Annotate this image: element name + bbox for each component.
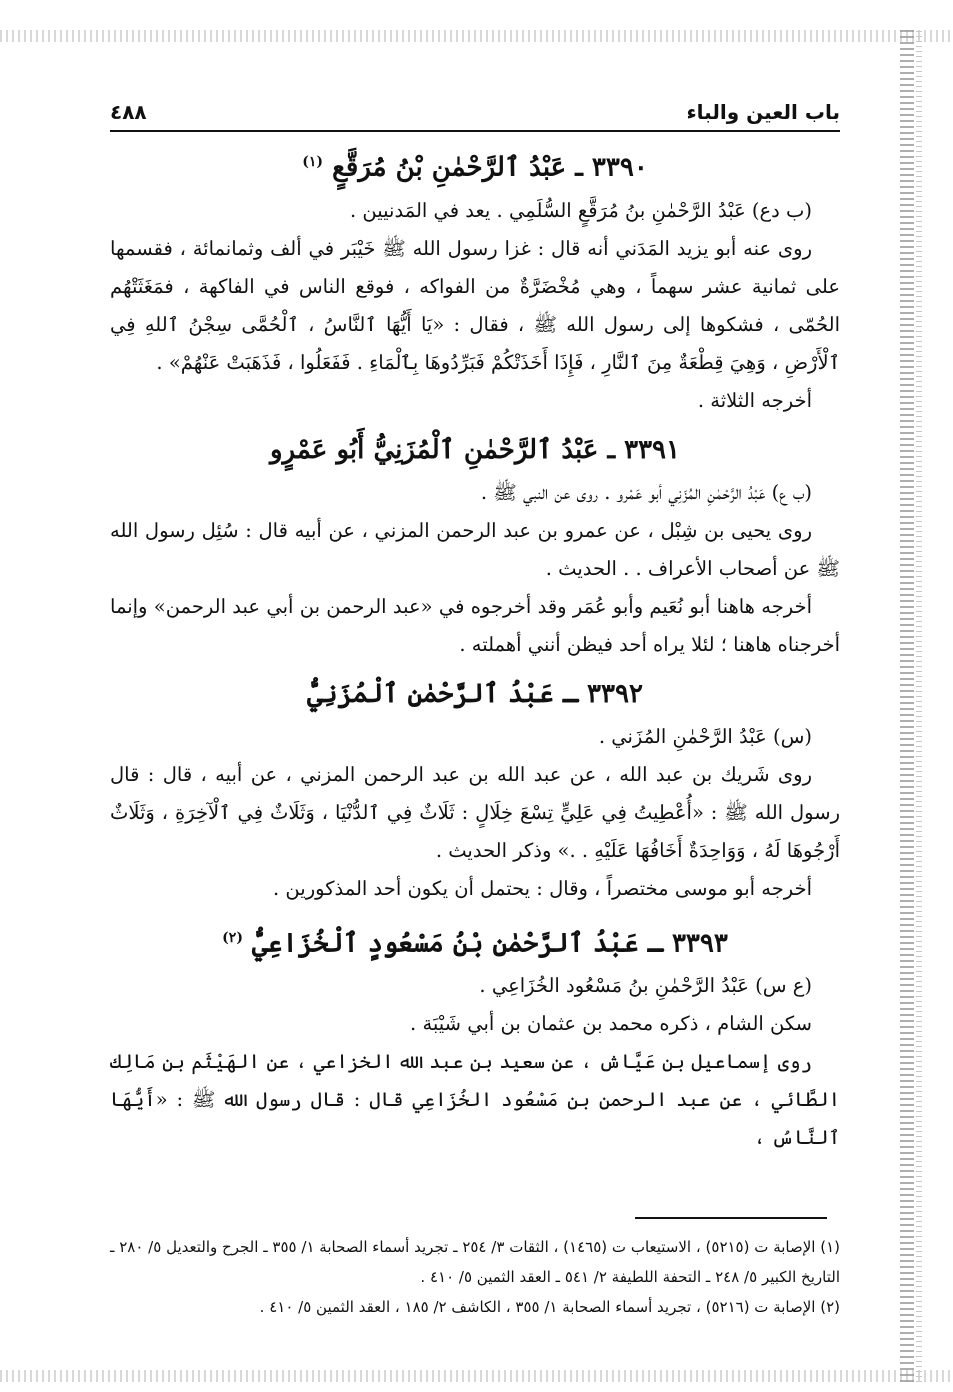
entry-3391 — [110, 426, 840, 664]
entry-paragraph: روى عنه أبو يزيد المَدَني أنه قال : غزا رسول الله ﷺ خَيْبَر في ألف وثمانمائة ، فقسمها على ثمانية عشر سهماً ، وهي مُخْضَرَّةٌ من الفواكه ، فوقع الناس في الفاكهة ، فمَغَثَتْهُم الحُمّى ، فشكوها إلى رسول الله ﷺ ، فقال : «يَا أَيُّهَا ٱلنَّاسُ ، ٱلْحُمَّى سِجْنُ ٱللهِ فِي ٱلْأَرْضِ ، وَهِيَ قِطْعَةٌ مِنَ ٱلنَّارِ ، فَإِذَا أَخَذَتْكُمْ فَبَرِّدُوهَا بِٱلْمَاءِ . فَفَعَلُوا ، فَذَهَبَتْ عَنْهُمْ» . — [110, 236, 840, 374]
footnote-item: (١) الإصابة ت (٥٢١٥) ، الاستيعاب ت (١٤٦٥) ، الثقات ٣/ ٢٥٤ ـ تجريد أسماء الصحابة ١/ ٣٥٥ ـ الجرح والتعديل ٥/ ٢٨٠ ـ التاريخ الكبير ٥/ ٢٤٨ ـ التحفة اللطيفة ٢/ ٥٤١ ـ العقد الثمين ٥/ ٤١٠ . — [110, 1238, 841, 1286]
entry-paragraph: (ع س) عَبْدُ الرَّحْمٰنِ بنُ مَسْعُود الخُزَاعِي . — [479, 974, 812, 998]
footnote-separator — [635, 1217, 827, 1219]
entry-paragraph: سكن الشام ، ذكره محمد بن عثمان بن أبي شَيْبَة . — [410, 1012, 812, 1036]
page-border-right — [900, 30, 914, 1382]
entry-paragraph: روى شَريك بن عبد الله ، عن عبد الله بن عبد الرحمن المزني ، عن أبيه ، قال : قال رسول الله ﷺ : «أُعْطِيتُ فِي عَلِيٍّ تِسْعَ خِلَالٍ : ثَلَاثٌ فِي ٱلدُّنْيَا ، وَثَلَاثٌ فِي ٱلْآخِرَةِ ، وَثَلَاثٌ أَرْجُوهَا لَهُ ، وَوَاحِدَةٌ أَخَافُهَا عَلَيْهِ . .» وذكر الحديث . — [110, 762, 840, 862]
footnote-ref[interactable]: (٢) — [222, 929, 243, 946]
page-border-top — [0, 30, 953, 42]
page-border-bottom — [0, 1370, 953, 1382]
entry-title: ٣٣٩٣ ـ عَبْدُ ٱلرَّحْمٰنِ بْنُ مَسْعُودٍ ٱلْخُزَاعِيُّ $^{(٢)}$ — [222, 928, 728, 959]
entry-3390 — [110, 138, 840, 420]
entry-3392 — [110, 670, 840, 908]
entry-3393 — [110, 914, 840, 1158]
footnote-ref[interactable]: (١) — [302, 154, 323, 170]
entry-paragraph: أخرجه هاهنا أبو نُعَيم وأبو عُمَر وقد أخرجوه في «عبد الرحمن بن أبي عبد الرحمن» وإنما أخرجناه هاهنا ؛ لئلا يراه أحد فيظن أنني أهملته . — [110, 594, 840, 656]
entry-paragraph: (ب ع) عَبْدُ الرَّحْمٰنِ المُزَنِي أبو عَمْرو . روى عن النبي ﷺ . — [480, 480, 812, 504]
entry-title: ٣٣٩٠ ـ عَبْدُ ٱلرَّحْمٰنِ بْنُ مُرَقَّعٍ $^{(١)}$ — [302, 152, 648, 183]
page-border-right-inner — [916, 30, 922, 1382]
entry-title: ٣٣٩١ ـ عَبْدُ ٱلرَّحْمٰنِ ٱلْمُزَنِيُّ أَبُو عَمْرٍو — [270, 434, 680, 465]
page-body — [110, 96, 840, 1157]
entry-paragraph: (ب دع) عَبْدُ الرَّحْمٰنِ بنُ مُرَقَّعٍ السُّلَمِي . يعد في المَدنيين . — [350, 198, 812, 222]
entry-paragraph: أخرجه الثلاثة . — [697, 388, 812, 412]
section-title: باب العين والباء — [686, 100, 840, 124]
entry-paragraph: روى يحيى بن شِبْل ، عن عمرو بن عبد الرحمن المزني ، عن أبيه قال : سُئِل رسول الله ﷺ عن أصحاب الأعراف . . الحديث . — [110, 518, 840, 580]
footnote-item: (٢) الإصابة ت (٥٢١٦) ، تجريد أسماء الصحابة ١/ ٣٥٥ ، الكاشف ٢/ ١٨٥ ، العقد الثمين ٥/ ٤١٠ . — [259, 1298, 840, 1316]
page-number: ٤٨٨ — [110, 100, 147, 124]
entry-paragraph: (س) عَبْدُ الرَّحْمٰنِ المُزَني . — [598, 724, 812, 748]
footnotes — [110, 1232, 840, 1322]
entry-paragraph: أخرجه أبو موسى مختصراً ، وقال : يحتمل أن يكون أحد المذكورين . — [273, 876, 812, 900]
running-header — [110, 96, 840, 132]
entry-title: ٣٣٩٢ ـ عَبْدُ ٱلرَّحْمٰنِ ٱلْمُزَنِيُّ — [307, 678, 643, 709]
entry-paragraph: روى إسماعيل بن عَيَّاش ، عن سعيد بن عبد الله الخزاعي ، عن الهَيْثَم بن مَالِك الطَّائي ، عن عبد الرحمن بن مَسْعُود الخُزَاعِي قال : قال رسول الله ﷺ : «أَيُّهَا ٱلنَّاسُ ، — [110, 1050, 840, 1150]
